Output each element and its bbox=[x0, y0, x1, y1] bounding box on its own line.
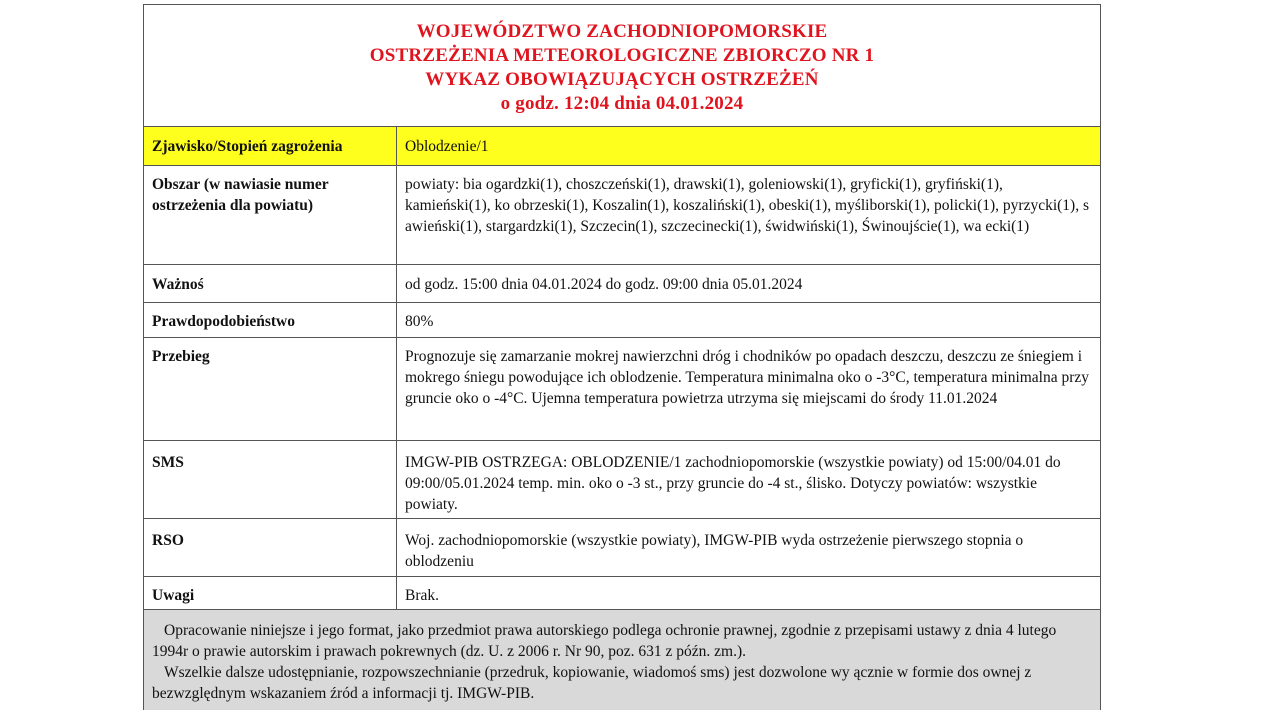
row-value: powiaty: bia ogardzki(1), choszczeński(1), drawski(1), goleniowski(1), gryficki(1), gryfiński(1), kamieński(1), ko obrzeski(1), Koszalin(1), koszaliński(1), obeski(1), myśliborski(1), policki(1), pyrzycki(1), s awieński(1), stargardzki(1), Szczecin(1), szczecinecki(1), świdwiński(1), Świnoujście(1), wa ecki(1) bbox=[405, 176, 1089, 235]
row-label: Przebieg bbox=[144, 338, 397, 440]
row-value: Prognozuje się zamarzanie mokrej nawierzchni dróg i chodników po opadach deszczu, deszczu ze śniegiem i mokrego śniegu powodujące ich oblodzenie. Temperatura minimalna oko o -3°C, temperatura minimalna przy gruncie oko o -4°C. Ujemna temperatura powietrza utrzyma się miejscami do środy 11.01.2024 bbox=[405, 348, 1090, 407]
row-label: Obszar (w nawiasie numer ostrzeżenia dla powiatu) bbox=[144, 166, 397, 264]
copyright-footer bbox=[144, 610, 1100, 710]
row-obszar bbox=[144, 166, 1100, 265]
distribution-notice: Wszelkie dalsze udostępnianie, rozpowszechnianie (przedruk, kopiowanie, wiadomoś sms) jest dozwolone wy ącznie w formie dos ownej z bezwzględnym wskazaniem źród a informacji tj. IMGW-PIB. bbox=[152, 664, 1032, 702]
row-label: Zjawisko/Stopień zagrożenia bbox=[144, 127, 397, 165]
document-header bbox=[144, 5, 1100, 127]
header-subtitle: WYKAZ OBOWIĄZUJĄCYCH OSTRZEŻEŃ bbox=[425, 68, 819, 90]
row-value: 80% bbox=[405, 313, 434, 330]
row-zjawisko bbox=[144, 127, 1100, 166]
row-value: od godz. 15:00 dnia 04.01.2024 do godz. 09:00 dnia 05.01.2024 bbox=[405, 276, 803, 293]
header-timestamp: o godz. 12:04 dnia 04.01.2024 bbox=[500, 92, 744, 114]
copyright-notice: Opracowanie niniejsze i jego format, jako przedmiot prawa autorskiego podlega ochronie prawnej, zgodnie z przepisami ustawy z dnia 4 lutego 1994r o prawie autorskim i prawach pokrewnych (dz. U. z 2006 r. Nr 90, poz. 631 z późn. zm.). bbox=[152, 622, 1057, 660]
row-label: Prawdopodobieństwo bbox=[144, 303, 397, 337]
row-value: Woj. zachodniopomorskie (wszystkie powiaty), IMGW-PIB wyda ostrzeżenie pierwszego stopnia o oblodzeniu bbox=[405, 532, 1024, 570]
row-value: IMGW-PIB OSTRZEGA: OBLODZENIE/1 zachodniopomorskie (wszystkie powiaty) od 15:00/04.01 do 09:00/05.01.2024 temp. min. oko o -3 st., przy gruncie do -4 st., ślisko. Dotyczy powiatów: wszystkie powiaty. bbox=[405, 454, 1061, 513]
row-uwagi bbox=[144, 577, 1100, 610]
row-label: RSO bbox=[144, 519, 397, 576]
header-title: OSTRZEŻENIA METEOROLOGICZNE ZBIORCZO NR 1 bbox=[369, 44, 875, 66]
row-rso bbox=[144, 519, 1100, 577]
row-label: SMS bbox=[144, 441, 397, 518]
row-przebieg bbox=[144, 338, 1100, 441]
row-value: Oblodzenie/1 bbox=[405, 138, 489, 155]
warning-document bbox=[143, 4, 1101, 710]
row-label: Uwagi bbox=[144, 577, 397, 609]
row-prawdopodobienstwo bbox=[144, 303, 1100, 338]
header-region: WOJEWÓDZTWO ZACHODNIOPOMORSKIE bbox=[416, 20, 828, 42]
row-label: Ważnoś bbox=[144, 265, 397, 302]
row-value: Brak. bbox=[405, 587, 440, 604]
row-sms bbox=[144, 441, 1100, 519]
row-waznosc bbox=[144, 265, 1100, 303]
